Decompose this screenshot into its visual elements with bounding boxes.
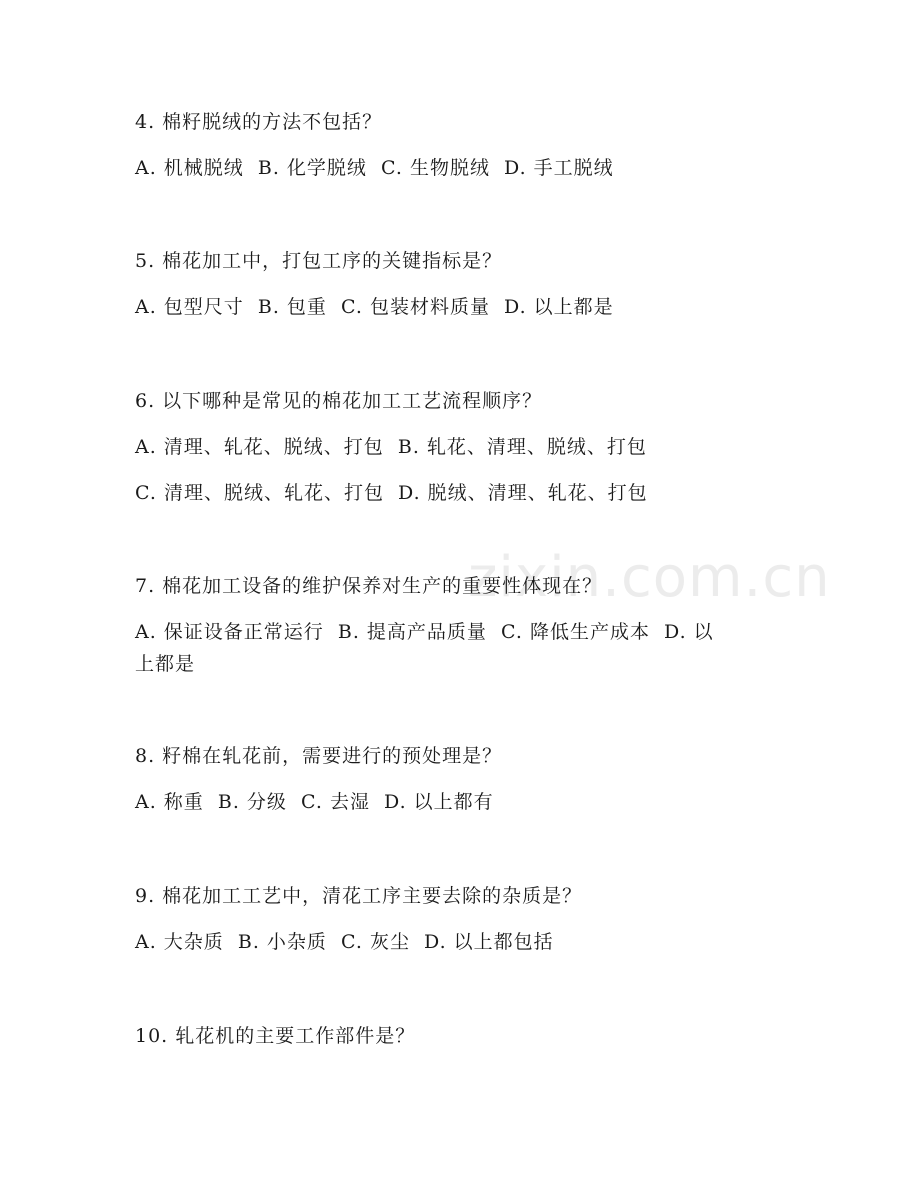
question-9-prompt: 9. 棉花加工工艺中，清花工序主要去除的杂质是？ (135, 885, 583, 907)
question-6-prompt: 6. 以下哪种是常见的棉花加工工艺流程顺序？ (135, 390, 543, 412)
question-8-options: A. 称重 B. 分级 C. 去湿 D. 以上都有 (135, 791, 494, 813)
question-4-options: A. 机械脱绒 B. 化学脱绒 C. 生物脱绒 D. 手工脱绒 (135, 157, 614, 179)
question-6-options-line-1: A. 清理、轧花、脱绒、打包 B. 轧花、清理、脱绒、打包 (135, 436, 647, 458)
question-8-prompt: 8. 籽棉在轧花前，需要进行的预处理是？ (135, 745, 503, 767)
question-7-options-line-2: 上都是 (135, 653, 196, 675)
question-7-prompt: 7. 棉花加工设备的维护保养对生产的重要性体现在？ (135, 575, 603, 597)
question-9-options: A. 大杂质 B. 小杂质 C. 灰尘 D. 以上都包括 (135, 931, 554, 953)
question-7-options-line-1: A. 保证设备正常运行 B. 提高产品质量 C. 降低生产成本 D. 以 (135, 621, 714, 643)
question-6-options-line-2: C. 清理、脱绒、轧花、打包 D. 脱绒、清理、轧花、打包 (135, 482, 648, 504)
question-10-prompt: 10. 轧花机的主要工作部件是？ (135, 1025, 416, 1047)
question-5-options: A. 包型尺寸 B. 包重 C. 包装材料质量 D. 以上都是 (135, 296, 614, 318)
watermark: zixin.com.cn (468, 545, 831, 610)
question-5-prompt: 5. 棉花加工中，打包工序的关键指标是？ (135, 250, 503, 272)
question-4-prompt: 4. 棉籽脱绒的方法不包括？ (135, 111, 383, 133)
